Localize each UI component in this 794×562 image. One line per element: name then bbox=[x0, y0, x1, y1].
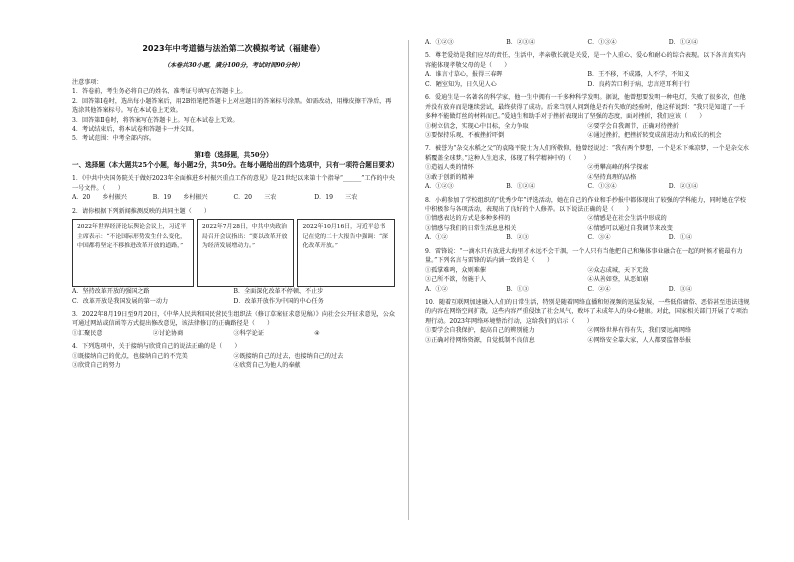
q3-option-4: ④ bbox=[314, 329, 320, 337]
q10-option-4: ④网络安全靠大家，人人都要监督举报 bbox=[587, 336, 692, 344]
q4-option-3: ③欣赏自己的努力 bbox=[72, 362, 121, 370]
section-intro: 一、选择题（本大题共25个小题，每小题2分，共50分。在每小题给出的四个选项中，只有一项符合题目要求） bbox=[72, 161, 399, 170]
q4-stem: 4．下列选项中，关于接纳与欣赏自己的说法正确的是（ ） bbox=[72, 343, 241, 351]
q6-option-1: ①树立信念，实现心中目标，全力争取 bbox=[425, 122, 529, 130]
q2-option-a: A．坚持改革开放的强国之路 bbox=[72, 288, 150, 296]
q6-option-4: ④通过挫折，把挫折转变成前进动力和成长的机会 bbox=[587, 131, 722, 139]
q10-option-1: ①要学会自我保护，提高自己的辨别能力 bbox=[425, 327, 535, 335]
q7-option-3: ③敢于创新的精神 bbox=[425, 173, 474, 181]
q7-options bbox=[425, 163, 750, 182]
question-9 bbox=[425, 247, 750, 294]
q2-news-boxes bbox=[72, 219, 395, 287]
note-2: 2．回答第Ⅰ卷时，选出每小题答案后，用2B铅笔把答题卡上对应题目的答案标号涂黑。如需改动，用橡皮擦干净后，再选涂其他答案标号。写在本试卷上无效。 bbox=[72, 97, 392, 115]
q5-option-d: D．良药苦口利于病，忠言逆耳利于行 bbox=[587, 80, 690, 88]
note-1: 1．答卷前，考生务必将自己的姓名、准考证号填写在答题卡上。 bbox=[72, 88, 247, 96]
q4-choice-a: A．①②③ bbox=[425, 39, 454, 46]
q5-option-a: A．谁言寸草心，报得三春晖 bbox=[425, 71, 503, 79]
question-8 bbox=[425, 196, 750, 243]
note-3: 3．回答第Ⅱ卷时，将答案写在答题卡上。写在本试卷上无效。 bbox=[72, 116, 239, 124]
q2-options bbox=[72, 287, 395, 306]
q2-option-b: B．全面深化改革不停顿、不止步 bbox=[233, 288, 324, 296]
q8-option-2: ②情感是在社会生活中形成的 bbox=[587, 215, 667, 223]
q7-choice-b: B．①②④ bbox=[506, 183, 536, 191]
q6-stem: 6．爱迪生是一名著名的科学家，他一生中拥有一千多种科学发明。据说，他曾想要发明一种电灯，失败了很多次，但他并没有放弃而是继续尝试，最终获得了成功。后来当别人问到他是否有失败的经验时，他这样说到：“我只是知道了一千多种不能做灯丝的材料而已。”爱迪生和助手对于挫折表现出了坚强的态度，面对挫折，我们应该（ ） bbox=[425, 94, 746, 121]
q3-stem: 3．2022年8月19日至9月20日，《中华人民共和国民营民生组织法（修订草案征求意见稿）》向社会公开征求意见，公众可通过网站或信函等方式提出修改意见，该法律修订的正确路径是（ ） bbox=[72, 310, 395, 328]
right-column bbox=[425, 38, 750, 345]
q8-options bbox=[425, 214, 750, 233]
q1-option-b: B．19 乡村振兴 bbox=[152, 194, 208, 202]
q9-option-4: ④从善如登，从恶如崩 bbox=[587, 276, 649, 284]
q9-options bbox=[425, 266, 750, 285]
q1-option-a: A．20 乡村振兴 bbox=[72, 194, 127, 202]
q3-option-1: ①汇聚民意 bbox=[72, 329, 103, 337]
note-5: 5．考试范围：中考全部内容。 bbox=[72, 135, 156, 143]
q6-options bbox=[425, 122, 750, 141]
question-1 bbox=[72, 174, 395, 202]
q5-options bbox=[425, 70, 750, 89]
notes-title: 注意事项： bbox=[72, 78, 103, 86]
q4-choices bbox=[425, 38, 750, 47]
q5-option-b: B．王不移，不成器，人不学，不知义 bbox=[587, 71, 690, 79]
q7-choice-c: C．①③④ bbox=[587, 183, 617, 191]
question-6 bbox=[425, 93, 750, 140]
q8-option-1: ①情感表达的方式是多种多样的 bbox=[425, 215, 511, 223]
q7-option-1: ①造福人类的情怀 bbox=[425, 164, 474, 172]
q7-option-4: ④坚持真理的品格 bbox=[587, 173, 637, 181]
q2-stem: 2．请你根据下列新闻推测反映的共同主题（ ） bbox=[72, 207, 210, 215]
q4-option-1: ①既接纳自己的优点，也接纳自己的不完美 bbox=[72, 352, 188, 360]
q7-option-2: ②勇攀高峰的科学探索 bbox=[587, 164, 649, 172]
q2-news-box-2: 2022年7月28日，中共中央政治局召开会议指出：“要以改革开放为经济发展增动力。” bbox=[197, 219, 295, 287]
exam-subtitle: （本卷共30小题，满分100分，考试时间90分钟） bbox=[163, 62, 304, 70]
q8-choices bbox=[425, 233, 750, 242]
q8-choice-d: D．①④ bbox=[668, 234, 692, 242]
q1-option-d: D．19 三农 bbox=[314, 194, 358, 202]
q1-options bbox=[72, 193, 395, 202]
q8-choice-b: B．②③ bbox=[506, 234, 530, 242]
q8-choice-c: C．③④ bbox=[587, 234, 611, 242]
question-7 bbox=[425, 144, 750, 191]
q3-option-3: ③科学论证 bbox=[233, 329, 264, 337]
q4-choice-d: D．①②④ bbox=[668, 39, 699, 46]
q2-option-d: D．改革开放作为中国的中心任务 bbox=[233, 297, 324, 305]
q2-news-box-3: 2022年10月16日，习近平总书记在党的二十大报告中强调：“深化改革开放。” bbox=[297, 219, 395, 287]
q9-stem: 9．雷锋说：“一滴水只有放进大海里才永远不会干涸，一个人只有当他把自己和集体事业融合在一起的时候才能最有力量。”下列名言与雷锋的话内涵一致的是（ ） bbox=[425, 247, 743, 265]
q5-stem: 5．尊老爱幼是我们应尽的责任，生活中，孝亲敬长就是关爱，是一个人重心、爱心和耐心的综合表现。以下各言真实内容能体现孝敬父母的是（ ） bbox=[425, 52, 746, 69]
q9-option-1: ①孤掌难鸣，众则难催 bbox=[425, 266, 486, 274]
q4-option-2: ②既接纳自己的过去，也接纳自己的过去 bbox=[233, 352, 344, 360]
note-4: 4．考试结束后，将本试卷和答题卡一并交回。 bbox=[72, 126, 198, 134]
q1-stem: 1．《中共中央国务院关于做好2023年全面推进乡村振兴重点工作的意见》是21世纪以来第十个指导“______”工作的中央一号文件。（ ） bbox=[72, 175, 395, 192]
q6-option-3: ③要保持乐观、不被挫折吓倒 bbox=[425, 131, 505, 139]
q7-choices bbox=[425, 182, 750, 191]
q4-choice-b: B．②③④ bbox=[506, 39, 536, 46]
q3-option-2: ②讨论协商 bbox=[152, 329, 184, 337]
q9-choice-a: A．①② bbox=[425, 285, 448, 293]
q9-option-3: ③己所不欲，勿施于人 bbox=[425, 276, 486, 284]
q6-option-2: ②要学会自我调节，正确对待挫折 bbox=[587, 122, 679, 130]
exam-title: 2023年中考道德与法治第二次模拟考试（福建卷） bbox=[142, 44, 325, 53]
q5-option-c: C．陋室知为，日久见人心 bbox=[425, 80, 497, 88]
q9-option-2: ②众志成城，天下无敌 bbox=[587, 266, 649, 274]
q7-choice-d: D．②③④ bbox=[668, 183, 699, 191]
q3-options bbox=[72, 329, 395, 338]
q10-option-3: ③正确对待网络资源，自觉抵制不良信息 bbox=[425, 336, 535, 344]
q9-choice-d: D．③④ bbox=[668, 285, 692, 293]
q1-option-c: C．20 三农 bbox=[233, 194, 277, 202]
q8-choice-a: A．①② bbox=[425, 234, 448, 242]
q2-option-c: C．改革开放是我国发展的第一动力 bbox=[72, 297, 169, 305]
question-10 bbox=[425, 298, 750, 345]
q9-choice-b: B．①③ bbox=[506, 285, 530, 293]
q4-options bbox=[72, 352, 395, 371]
q4-option-4: ④欣赏自己为他人的奉献 bbox=[233, 362, 301, 370]
q2-news-box-1: 2022年世界经济论坛舆论会议上，习近平主席表示：“不论国际形势发生什么变化，中国都将坚定不移推进改革开放的道路，” bbox=[72, 219, 194, 287]
question-5 bbox=[425, 51, 750, 89]
q7-choice-a: A．①②③ bbox=[425, 183, 454, 191]
q4-choice-c: C．①③④ bbox=[587, 39, 617, 46]
q10-stem: 10．随着互联网加速融入人们的日常生活，特别是随着网络直播和短视频的迅猛发展，一些低俗庸俗、恶俗甚至违法违规的内容在网络空间扩散，这些内容严重侵蚀了社会风气，败坏了未成年人的身心健康。对此，国家相关部门开展了专项治理行动。2023年网络环境整治行动，这给我们的启示（ ） bbox=[425, 298, 750, 325]
q8-stem: 8．小莉参加了学校组织的“优秀少年”评选活动，她在自己的作业和手抄报中都体现出了较强的学科能力，同时她在学校中积极参与各项活动，表现出了良好的个人修养。以下说法正确的是（ ） bbox=[425, 196, 746, 213]
q9-choice-c: C．②④ bbox=[587, 285, 611, 293]
q7-stem: 7．被誉为“杂交水稻之父”的袁隆平院士为人们所敬仰，他曾经说过：“我有两个梦想，一个是禾下乘凉梦，一个是杂交水稻覆盖全球梦。”这种人生追求，体现了科学精神中的（ ） bbox=[425, 145, 750, 162]
question-4 bbox=[72, 342, 395, 370]
question-2 bbox=[72, 207, 395, 306]
q10-option-2: ②网络世界有得有失，我们要远离网络 bbox=[587, 327, 692, 335]
q9-choices bbox=[425, 285, 750, 294]
q8-option-3: ③情感与我们的日常生活息息相关 bbox=[425, 224, 517, 232]
column-divider bbox=[408, 40, 409, 520]
q8-option-4: ④情感可以通过自我调节来改变 bbox=[587, 224, 673, 232]
question-3 bbox=[72, 310, 395, 338]
left-column bbox=[72, 0, 399, 371]
section-title: 第Ⅰ卷（选择题，共50分） bbox=[194, 150, 273, 159]
q10-options bbox=[425, 326, 750, 345]
